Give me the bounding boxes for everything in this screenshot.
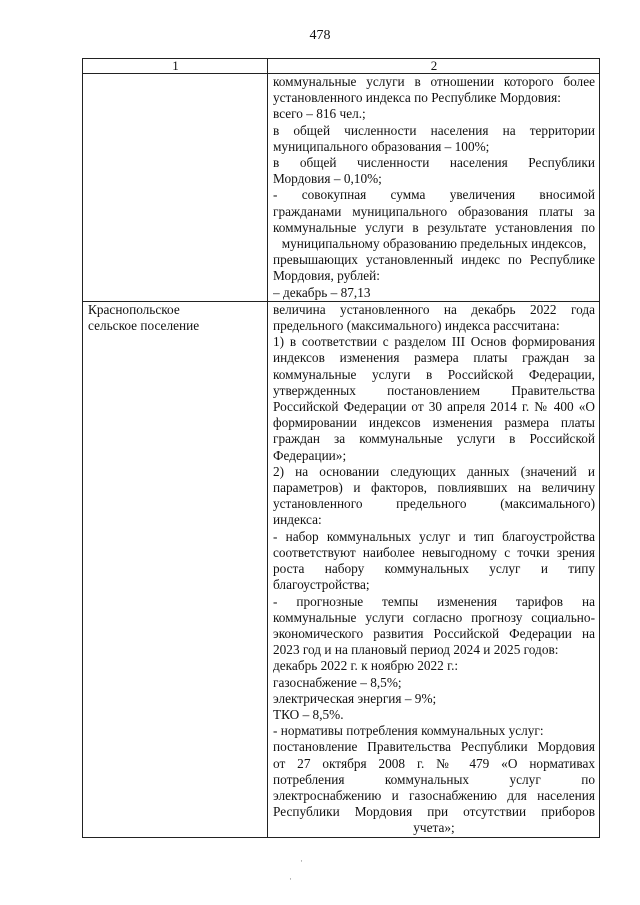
text-line: – декабрь – 87,13 [273,284,371,300]
text-line: утвержденных постановлением Правительства [273,382,595,398]
text-line: газоснабжение – 8,5%; [273,674,402,690]
text-line: граждан за коммунальные услуги в Российской [273,431,595,447]
text-line: установленного предельного (максимального) [273,496,595,512]
text-line: муниципального образования – 100%; [273,138,490,154]
text-line: всего – 816 чел.; [273,106,366,122]
row-label-empty [83,74,268,302]
text-line: электроснабжению и газоснабжению для населения [273,787,595,803]
column-header-2: 2 [268,59,600,74]
text-line: потребления коммунальных услуг по [273,771,595,787]
text-line: коммунальные услуги в результате установления по [273,219,595,235]
text-line: декабрь 2022 г. к ноябрю 2022 г.: [273,658,459,674]
text-line: величина установленного на декабрь 2022 года [273,301,595,317]
settlement-name-line: Краснопольское [88,301,180,317]
settlement-name-line: сельское поселение [88,318,200,334]
text-line: Федерации»; [273,447,347,463]
scan-artifact: · [300,856,303,866]
text-line: учета»; [413,820,455,836]
text-line: Мордовия – 0,10%; [273,171,382,187]
text-line: Российской Федерации от 30 апреля 2014 г. № 400 «О [273,399,595,415]
text-line: 2) на основании следующих данных (значений и [273,463,595,479]
table-row [83,74,600,302]
text-line: благоустройства; [273,577,370,593]
text-line: в общей численности населения Республики [273,155,595,171]
page-number: 478 [309,28,331,43]
text-line: - нормативы потребления коммунальных услуг: [273,723,544,739]
scan-artifact: · [289,874,292,884]
text-line: 1) в соответствии с разделом III Основ формирования [273,334,595,350]
table-header-row [83,59,600,74]
table-row [83,301,600,837]
text-line: гражданами муниципального образования платы за [273,203,595,219]
text-line: коммунальные услуги в Российской Федерации, [273,366,595,382]
text-line: экономического развития Российской Федерации на [273,625,595,641]
text-line: роста набору коммунальных услуг и типу [273,561,595,577]
text-line: соответствуют наиболее невыгодному с точки зрения [273,544,595,560]
text-line: - набор коммунальных услуг и тип благоустройства [273,528,595,544]
text-line: превышающих установленный индекс по Республике [273,252,595,268]
text-line: предельного (максимального) индекса рассчитана: [273,318,560,334]
text-line: коммунальные услуги в отношении которого более [273,74,595,89]
row-label-settlement [83,301,268,837]
text-line: постановление Правительства Республики Мордовия [273,739,595,755]
text-line: от 27 октября 2008 г. № 479 «О нормативах [273,755,595,771]
text-line: установленного индекса по Республике Мордовия: [273,90,561,106]
text-line: - прогнозные темпы изменения тарифов на [273,593,595,609]
row-content [268,301,600,837]
text-line: параметров) и факторов, повлиявших на величину [273,480,595,496]
column-header-1: 1 [83,59,268,74]
text-line: в общей численности населения на территории [273,122,595,138]
document-table [82,58,600,838]
row-content [268,74,600,302]
text-line: индексов изменения размера платы граждан за [273,350,595,366]
text-line: Мордовия, рублей: [273,268,380,284]
text-line: индекса: [273,512,322,528]
text-line: ТКО – 8,5%. [273,706,344,722]
text-line: коммунальные услуги согласно прогнозу социально- [273,609,595,625]
text-line: электрическая энергия – 9%; [273,690,437,706]
text-line: - совокупная сумма увеличения вносимой [273,187,595,203]
text-line: Республики Мордовия при отсутствии приборов [273,804,595,820]
text-line: муниципальному образованию предельных индексов, [281,236,587,252]
text-line: 2023 год и на плановый период 2024 и 2025 годов: [273,642,559,658]
text-line: формировании индексов изменения размера платы [273,415,595,431]
